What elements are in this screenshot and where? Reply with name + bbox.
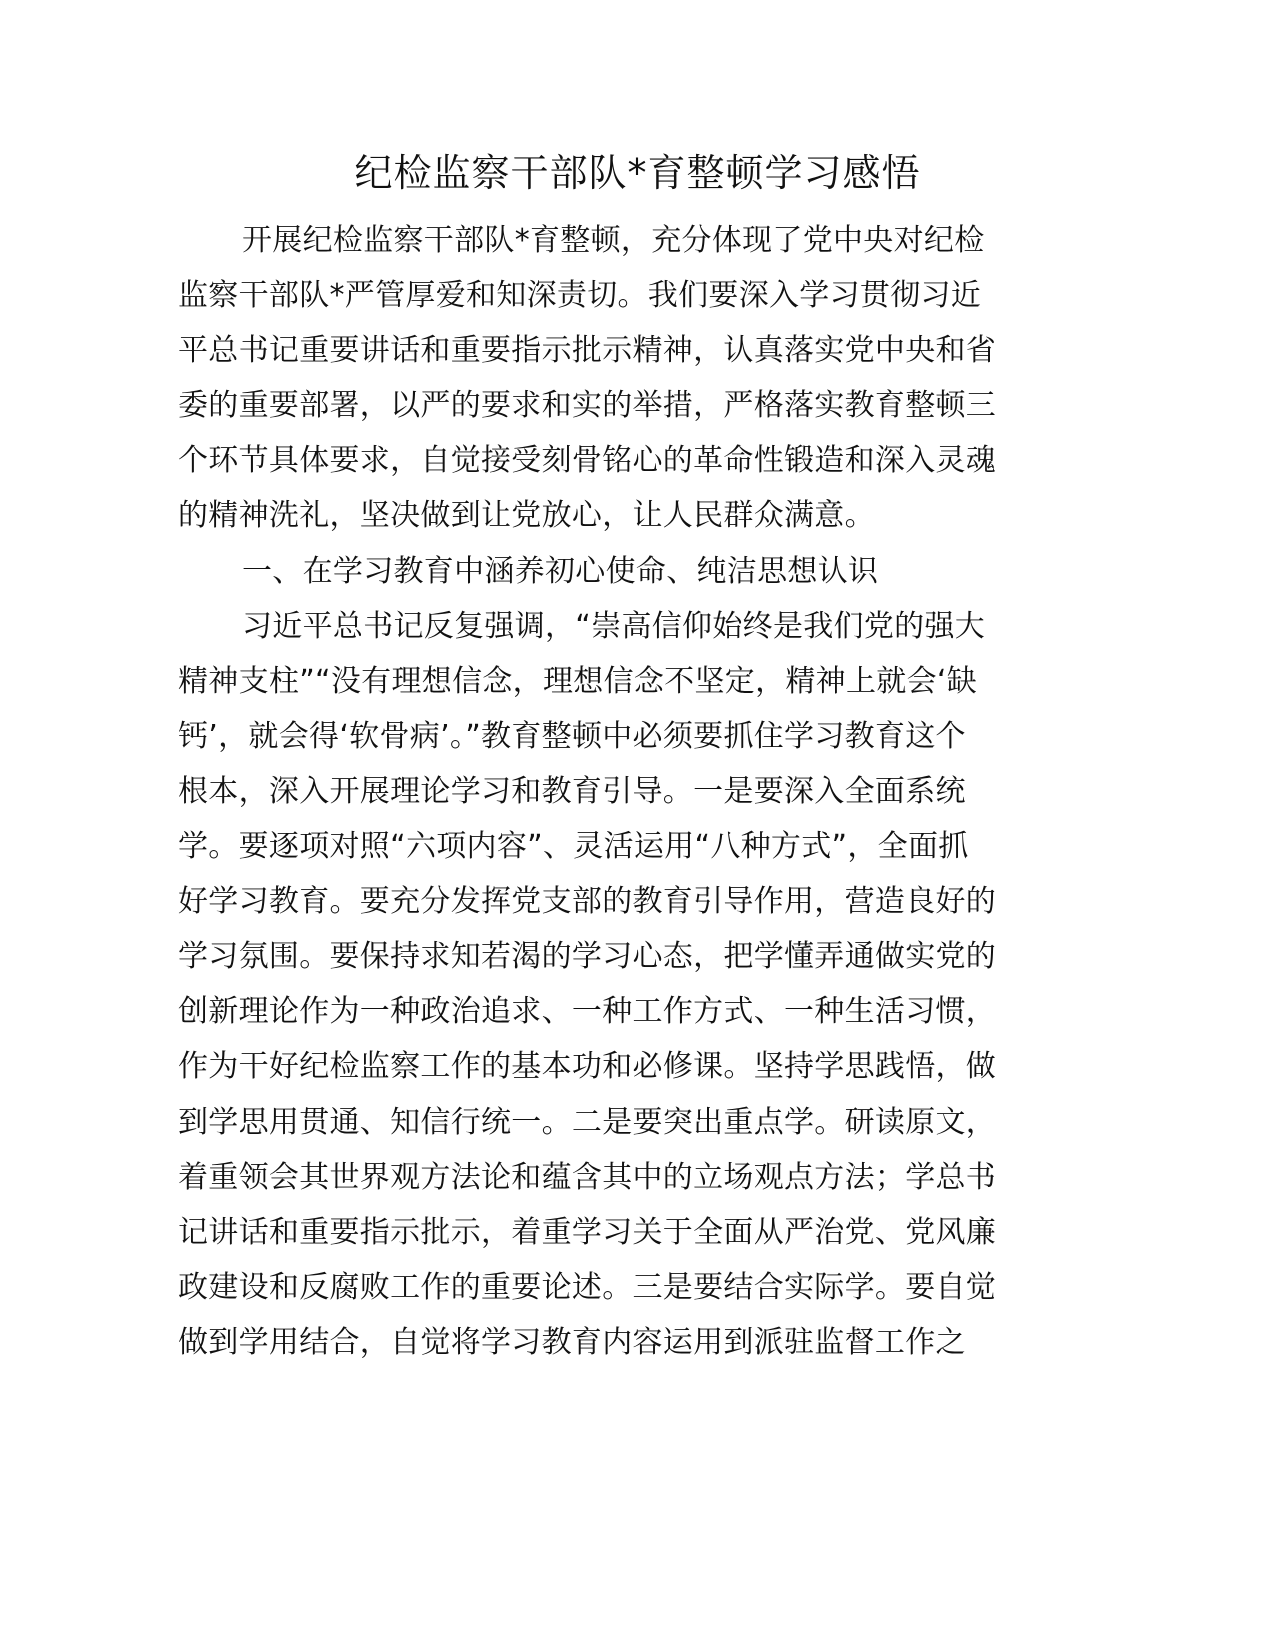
text-line: 记讲话和重要指示批示，着重学习关于全面从严治党、党风廉 xyxy=(178,1214,997,1250)
text-line: 开展纪检监察干部队*育整顿，充分体现了党中央对纪检 xyxy=(242,223,985,258)
text-line: 到学思用贯通、知信行统一。二是要突出重点学。研读原文， xyxy=(178,1104,997,1140)
text-line: 创新理论作为一种政治追求、一种工作方式、一种生活习惯， xyxy=(178,994,997,1030)
text-line: 监察干部队*严管厚爱和知深责切。我们要深入学习贯彻习近 xyxy=(178,278,982,314)
text-line: 着重领会其世界观方法论和蕴含其中的立场观点方法；学总书 xyxy=(178,1159,997,1195)
text-line: 好学习教育。要充分发挥党支部的教育引导作用，营造良好的 xyxy=(178,884,997,920)
text-line: 委的重要部署，以严的要求和实的举措，严格落实教育整顿三 xyxy=(178,388,997,424)
text-line: 学习氛围。要保持求知若渴的学习心态，把学懂弄通做实党的 xyxy=(178,939,997,975)
paragraph-intro xyxy=(178,213,1038,544)
text-line: 政建设和反腐败工作的重要论述。三是要结合实际学。要自觉 xyxy=(178,1269,997,1305)
text-line: 作为干好纪检监察工作的基本功和必修课。坚持学思践悟，做 xyxy=(178,1049,997,1085)
text-line: 平总书记重要讲话和重要指示批示精神，认真落实党中央和省 xyxy=(178,333,997,369)
section-heading xyxy=(178,544,1038,599)
section-heading-text: 一、在学习教育中涵养初心使命、纯洁思想认识 xyxy=(242,553,879,589)
text-line: 根本，深入开展理论学习和教育引导。一是要深入全面系统 xyxy=(178,773,966,809)
text-line: 学。要逐项对照“六项内容”、灵活运用“八种方式”，全面抓 xyxy=(178,829,969,865)
text-line: 钙’，就会得‘软骨病’。”教育整顿中必须要抓住学习教育这个 xyxy=(178,718,966,754)
document-body xyxy=(178,213,1038,1370)
text-line: 的精神洗礼，坚决做到让党放心，让人民群众满意。 xyxy=(178,498,875,534)
text-line: 习近平总书记反复强调，“崇高信仰始终是我们党的强大 xyxy=(242,608,986,644)
text-line: 个环节具体要求，自觉接受刻骨铭心的革命性锻造和深入灵魂 xyxy=(178,443,997,479)
document-title: 纪检监察干部队*育整顿学习感悟 xyxy=(354,151,921,195)
text-line: 精神支柱”“没有理想信念，理想信念不坚定，精神上就会‘缺 xyxy=(178,663,978,699)
text-line: 做到学用结合，自觉将学习教育内容运用到派驻监督工作之 xyxy=(178,1324,966,1360)
paragraph-learning-education xyxy=(178,599,1038,1370)
